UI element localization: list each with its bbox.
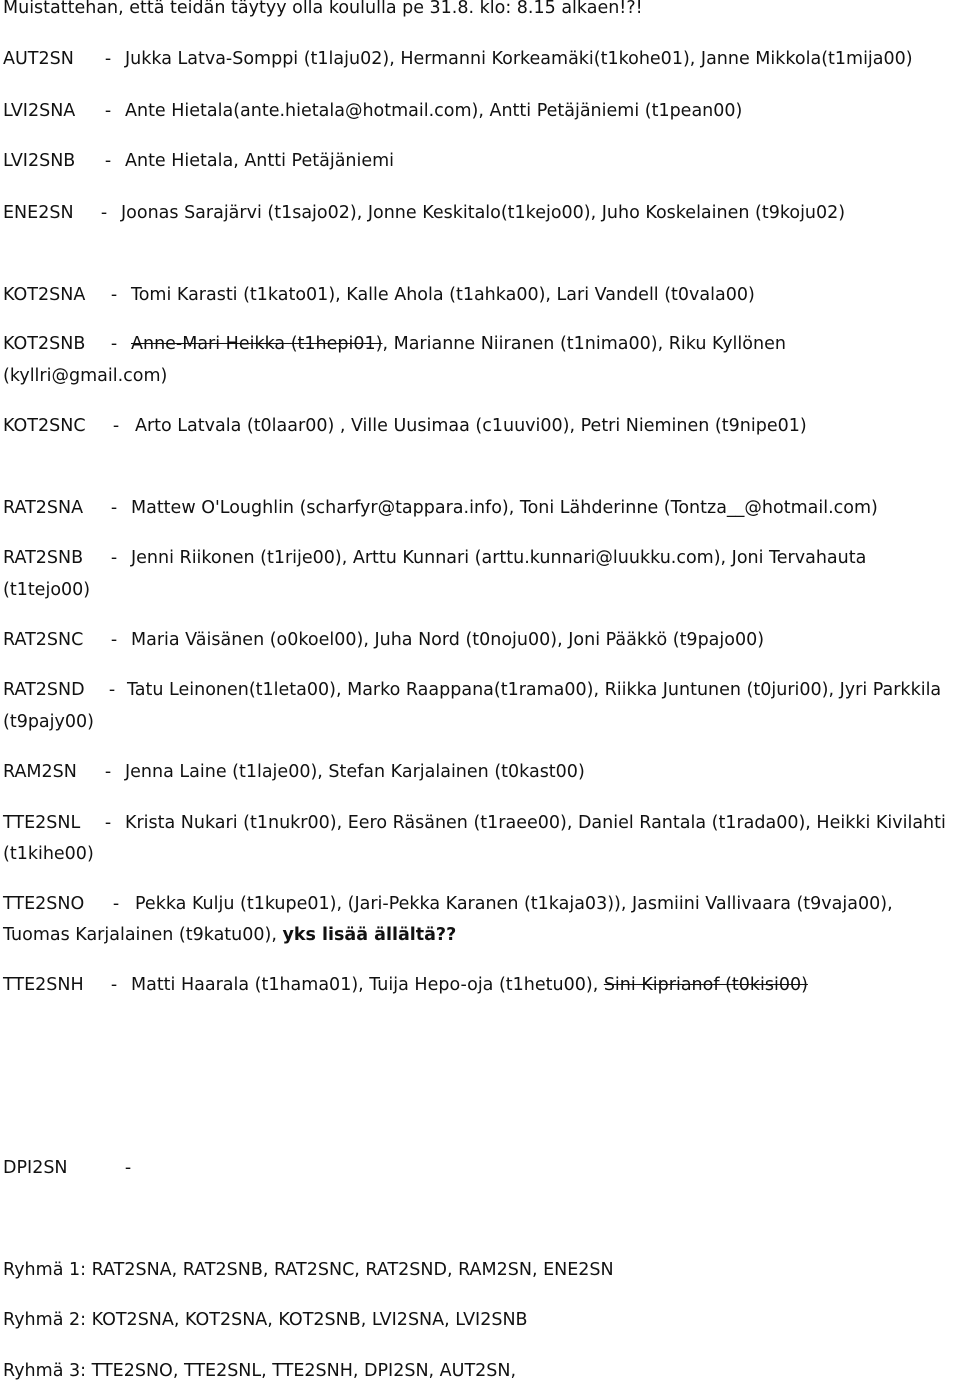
struck-member: Anne-Mari Heikka (t1hepi01) (131, 334, 383, 354)
group-tte2snl-continued: (t1kihe00) (3, 844, 94, 864)
header-note: Muistattehan, että teidän täytyy olla koululla pe 31.8. klo: 8.15 alkaen!?! (3, 0, 643, 18)
group-code: RAT2SNC (3, 630, 84, 650)
group-code: KOT2SNB (3, 334, 86, 354)
dash: - (100, 203, 108, 223)
group-members: Tatu Leinonen(t1leta00), Marko Raappana(t1rama00), Riikka Juntunen (t0juri00), Jyri Parkkila (127, 680, 942, 700)
group-rat2snd-continued: (t9pajy00) (3, 712, 94, 732)
group-members: Pekka Kulju (t1kupe01), (Jari-Pekka Karanen (t1kaja03)), Jasmiini Vallivaara (t9vaja00), (135, 894, 893, 914)
dash: - (108, 680, 116, 700)
group-members: Jenni Riikonen (t1rije00), Arttu Kunnari (arttu.kunnari@luukku.com), Joni Tervahauta (131, 548, 867, 568)
group-code: TTE2SNH (3, 975, 84, 995)
group-kot2snc (3, 415, 807, 437)
group-code: TTE2SNL (3, 813, 81, 833)
group-members: Joonas Sarajärvi (t1sajo02), Jonne Keskitalo(t1kejo00), Juho Koskelainen (t9koju02) (121, 203, 846, 223)
ryhma-1: Ryhmä 1: RAT2SNA, RAT2SNB, RAT2SNC, RAT2SND, RAM2SN, ENE2SN (3, 1260, 614, 1280)
group-members: Maria Väisänen (o0koel00), Juha Nord (t0noju00), Joni Pääkkö (t9pajo00) (131, 630, 765, 650)
group-members: Arto Latvala (t0laar00) , Ville Uusimaa (c1uuvi00), Petri Nieminen (t9nipe01) (135, 416, 807, 436)
bold-note: yks lisää ällältä?? (282, 925, 457, 945)
group-tte2snl (3, 812, 946, 834)
group-dpi2sn (3, 1157, 135, 1179)
group-rat2sna (3, 497, 878, 519)
group-members: Mattew O'Loughlin (scharfyr@tappara.info), Toni Lähderinne (Tontza__@hotmail.com) (131, 498, 878, 518)
ryhma-3: Ryhmä 3: TTE2SNO, TTE2SNL, TTE2SNH, DPI2SN, AUT2SN, (3, 1361, 517, 1381)
dash: - (110, 334, 118, 354)
group-members: Jukka Latva-Somppi (t1laju02), Hermanni Korkeamäki(t1kohe01), Janne Mikkola(t1mija00) (125, 49, 913, 69)
group-members: Ante Hietala(ante.hietala@hotmail.com), Antti Petäjäniemi (t1pean00) (125, 101, 743, 121)
dash: - (110, 975, 118, 995)
group-members: Tomi Karasti (t1kato01), Kalle Ahola (t1ahka00), Lari Vandell (t0vala00) (131, 285, 755, 305)
group-tte2sno (3, 893, 893, 915)
continued-members: Tuomas Karjalainen (t9katu00), (3, 925, 283, 945)
group-code: RAM2SN (3, 762, 77, 782)
group-code: LVI2SNB (3, 151, 76, 171)
dash: - (104, 101, 112, 121)
group-rat2snb-continued: (t1tejo00) (3, 580, 91, 600)
group-rat2snb (3, 547, 866, 569)
dash: - (124, 1158, 132, 1178)
dash: - (112, 894, 120, 914)
dash: - (110, 498, 118, 518)
dash: - (104, 813, 112, 833)
group-members: , Marianne Niiranen (t1nima00), Riku Kyllönen (382, 334, 786, 354)
group-rat2snc (3, 629, 764, 651)
dash: - (110, 548, 118, 568)
struck-member: Sini Kiprianof (t0kisi00) (603, 975, 808, 995)
dash: - (104, 49, 112, 69)
group-code: RAT2SNA (3, 498, 84, 518)
group-members: Jenna Laine (t1laje00), Stefan Karjalainen (t0kast00) (125, 762, 585, 782)
group-members: Ante Hietala, Antti Petäjäniemi (125, 151, 395, 171)
group-code: DPI2SN (3, 1158, 68, 1178)
group-members: Krista Nukari (t1nukr00), Eero Räsänen (t1raee00), Daniel Rantala (t1rada00), Heikki Kivilahti (125, 813, 946, 833)
group-lvi2sna (3, 100, 742, 122)
group-code: AUT2SN (3, 49, 74, 69)
dash: - (104, 151, 112, 171)
group-kot2snb-continued: (kyllri@gmail.com) (3, 366, 168, 386)
group-lvi2snb (3, 150, 394, 172)
group-code: RAT2SND (3, 680, 85, 700)
dash: - (110, 630, 118, 650)
dash: - (104, 762, 112, 782)
dash: - (110, 285, 118, 305)
group-code: TTE2SNO (3, 894, 85, 914)
group-code: KOT2SNA (3, 285, 86, 305)
dash: - (112, 416, 120, 436)
group-code: LVI2SNA (3, 101, 76, 121)
group-aut2sn (3, 48, 913, 70)
group-kot2sna (3, 284, 755, 306)
group-ene2sn (3, 202, 845, 224)
group-tte2snh (3, 974, 808, 996)
group-members: Matti Haarala (t1hama01), Tuija Hepo-oja (t1hetu00), (131, 975, 604, 995)
group-rat2snd (3, 679, 941, 701)
ryhma-2: Ryhmä 2: KOT2SNA, KOT2SNA, KOT2SNB, LVI2SNA, LVI2SNB (3, 1310, 528, 1330)
group-kot2snb (3, 333, 786, 355)
group-ram2sn (3, 761, 585, 783)
group-code: KOT2SNC (3, 416, 86, 436)
group-code: ENE2SN (3, 203, 74, 223)
group-tte2sno-continued (3, 924, 456, 946)
group-code: RAT2SNB (3, 548, 84, 568)
